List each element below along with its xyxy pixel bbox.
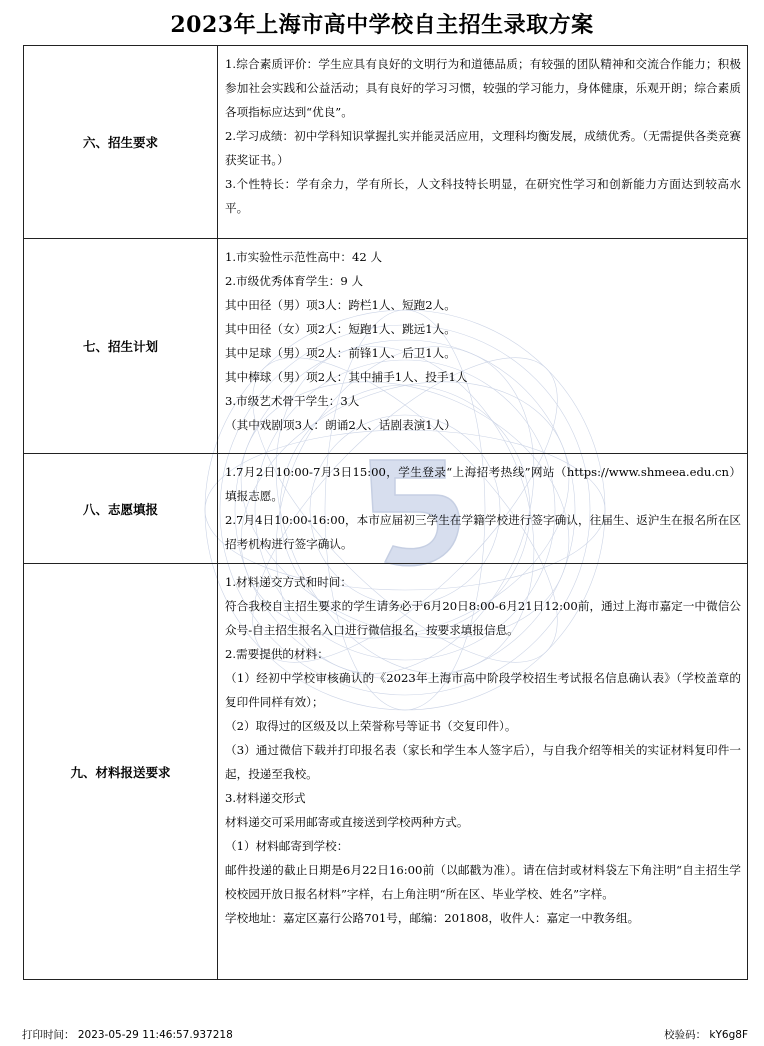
section-label-plan: 七、招生计划	[24, 239, 218, 454]
section-body-application	[218, 454, 748, 564]
section-label-materials: 九、材料报送要求	[24, 564, 218, 980]
section-line: 2.需要提供的材料：	[225, 647, 329, 661]
section-line: 3.个性特长：学有余力，学有所长，人文科技特长明显，在研究性学习和创新能力方面达到较高水平。	[225, 177, 741, 215]
section-line: 其中田径（男）项3人：跨栏1人、短跑2人。	[225, 298, 456, 312]
section-line: 3.市级艺术骨干学生：3人	[225, 394, 360, 408]
section-body-materials	[218, 564, 748, 980]
section-body-requirements	[218, 46, 748, 239]
section-line: 2.市级优秀体育学生：9 人	[225, 274, 364, 288]
section-line: 1.市实验性示范性高中：42 人	[225, 250, 383, 264]
section-line: 1.综合素质评价：学生应具有良好的文明行为和道德品质；有较强的团队精神和交流合作能力；积极参加社会实践和公益活动；具有良好的学习习惯，较强的学习能力，身体健康，乐观开朗；综合素质各项指标应达到“优良”。	[225, 57, 741, 119]
section-line: （2）取得过的区级及以上荣誉称号等证书（交复印件）。	[225, 719, 517, 733]
section-line: 2.7月4日10:00-16:00，本市应届初三学生在学籍学校进行签字确认，往届生、返沪生在报名所在区招考机构进行签字确认。	[225, 513, 741, 551]
section-line: （其中戏剧项3人：朗诵2人、话剧表演1人）	[225, 418, 456, 432]
section-line: 1.材料递交方式和时间：	[225, 575, 352, 589]
section-line: 学校地址：嘉定区嘉行公路701号，邮编：201808，收件人：嘉定一中教务组。	[225, 911, 640, 925]
section-line: （3）通过微信下载并打印报名表（家长和学生本人签字后），与自我介绍等相关的实证材料复印件一起，投递至我校。	[225, 743, 741, 781]
section-line: 其中棒球（男）项2人：其中捕手1人、投手1人	[225, 370, 468, 384]
section-line: 其中足球（男）项2人：前锋1人、后卫1人。	[225, 346, 456, 360]
table-row-application	[24, 454, 748, 564]
section-line: 2.学习成绩：初中学科知识掌握扎实并能灵活应用，文理科均衡发展，成绩优秀。（无需提供各类竞赛获奖证书。）	[225, 129, 741, 167]
section-line: 材料递交可采用邮寄或直接送到学校两种方式。	[225, 815, 469, 829]
section-label-requirements: 六、招生要求	[24, 46, 218, 239]
table-row-requirements	[24, 46, 748, 239]
section-line: 3.材料递交形式	[225, 791, 306, 805]
print-time: 打印时间： 2023-05-29 11:46:57.937218	[22, 1029, 233, 1041]
admission-plan-table	[23, 45, 748, 980]
section-label-application: 八、志愿填报	[24, 454, 218, 564]
section-line: 1.7月2日10:00-7月3日15:00，学生登录“上海招考热线”网站（https://www.shmeea.edu.cn）填报志愿。	[225, 465, 741, 503]
section-line: （1）材料邮寄到学校：	[225, 839, 349, 853]
page-title: 2023年上海市高中学校自主招生录取方案	[170, 12, 594, 38]
table-row-plan	[24, 239, 748, 454]
section-line: 邮件投递的截止日期是6月22日16:00前（以邮戳为准）。请在信封或材料袋左下角注明“自主招生学校校园开放日报名材料”字样，右上角注明“所在区、毕业学校、姓名”字样。	[225, 863, 741, 901]
section-line: （1）经初中学校审核确认的《2023年上海市高中阶段学校招生考试报名信息确认表》（学校盖章的复印件同样有效）；	[225, 671, 741, 709]
section-line: 符合我校自主招生要求的学生请务必于6月20日8:00-6月21日12:00前，通过上海市嘉定一中微信公众号-自主招生报名入口进行微信报名，按要求填报信息。	[225, 599, 741, 637]
section-line: 其中田径（女）项2人：短跑1人、跳远1人。	[225, 322, 456, 336]
section-body-plan	[218, 239, 748, 454]
verify-code: 校验码： kY6g8F	[664, 1029, 748, 1041]
table-row-materials	[24, 564, 748, 980]
